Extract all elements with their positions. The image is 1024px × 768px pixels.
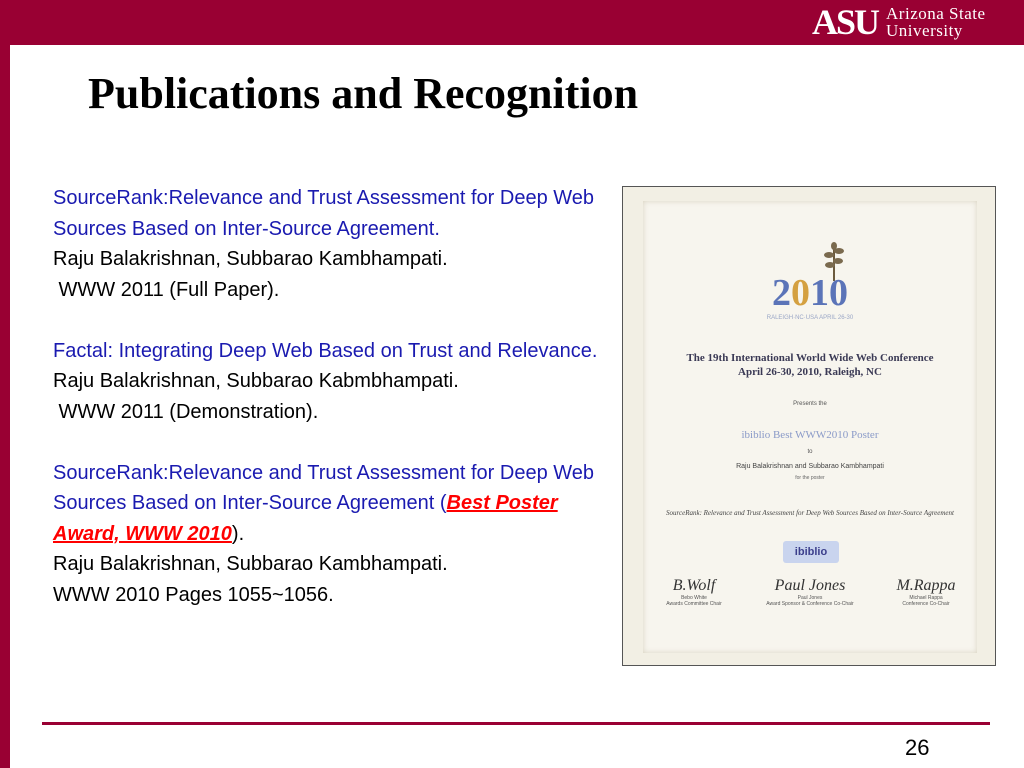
page-number: 26 [905, 735, 930, 760]
award-link[interactable]: Best Poster Award, WWW 2010 [53, 492, 558, 545]
signature-block: Paul Jones Paul Jones Award Sponsor & Conference Co-Chair [766, 577, 854, 607]
conference-location: RALEIGH·NC·USA APRIL 26-30 [766, 315, 854, 321]
conference-name: The 19th International World Wide Web Conference April 26-30, 2010, Raleigh, NC [686, 352, 934, 378]
publication-item [53, 183, 623, 305]
signature-block: M.Rappa Michael Rappa Conference Co-Chair [896, 577, 956, 607]
certificate-paper [643, 201, 977, 653]
left-accent-band [0, 0, 10, 768]
footer-divider [42, 722, 990, 725]
publication-title: SourceRank:Relevance and Trust Assessment for Deep Web Sources Based on Inter-Source Agreement. [53, 187, 595, 240]
certificate-award-name: ibiblio Best WWW2010 Poster [741, 429, 879, 441]
publication-title: Factal: Integrating Deep Web Based on Trust and Relevance. [53, 339, 598, 362]
publication-venue: WWW 2011 (Full Paper). [53, 278, 280, 301]
publication-item [53, 336, 623, 428]
logo-line-1: Arizona State [886, 4, 986, 23]
certificate-to: to [807, 449, 813, 455]
publication-authors: Raju Balakrishnan, Subbarao Kambhampati. [53, 553, 448, 575]
logo-line-2: University [886, 21, 963, 40]
publication-title-suffix: ). [231, 522, 245, 545]
conference-year-logo: 2010 [772, 272, 848, 314]
certificate-paper-title: SourceRank: Relevance and Trust Assessment for Deep Web Sources Based on Inter-Source Agreement [666, 509, 954, 517]
publication-authors: Raju Balakrishnan, Subbarao Kabmbhampati. [53, 370, 459, 392]
publication-item [53, 458, 623, 611]
publication-title [53, 458, 623, 550]
award-certificate-image [622, 186, 996, 666]
slide-title: Publications and Recognition [88, 69, 639, 118]
logo-wordmark [886, 5, 986, 39]
publication-title-prefix: SourceRank:Relevance and Trust Assessment for Deep Web Sources Based on Inter-Source Agreement ( [53, 461, 595, 514]
publication-venue: WWW 2011 (Demonstration). [53, 400, 319, 423]
certificate-recipients: Raju Balakrishnan and Subbarao Kambhampati [736, 463, 884, 470]
asu-logo [812, 2, 986, 42]
publications-list [53, 183, 623, 610]
signature-block: B.Wolf Bebo White Awards Committee Chair [666, 577, 722, 607]
publication-venue: WWW 2010 Pages 1055~1056. [53, 583, 334, 606]
certificate-for-poster: for the poster [795, 475, 825, 481]
sponsor-logo: ibiblio [783, 541, 839, 563]
publication-authors: Raju Balakrishnan, Subbarao Kambhampati. [53, 248, 448, 270]
certificate-presents: Presents the [793, 401, 827, 407]
logo-mark: ASU [812, 2, 879, 42]
